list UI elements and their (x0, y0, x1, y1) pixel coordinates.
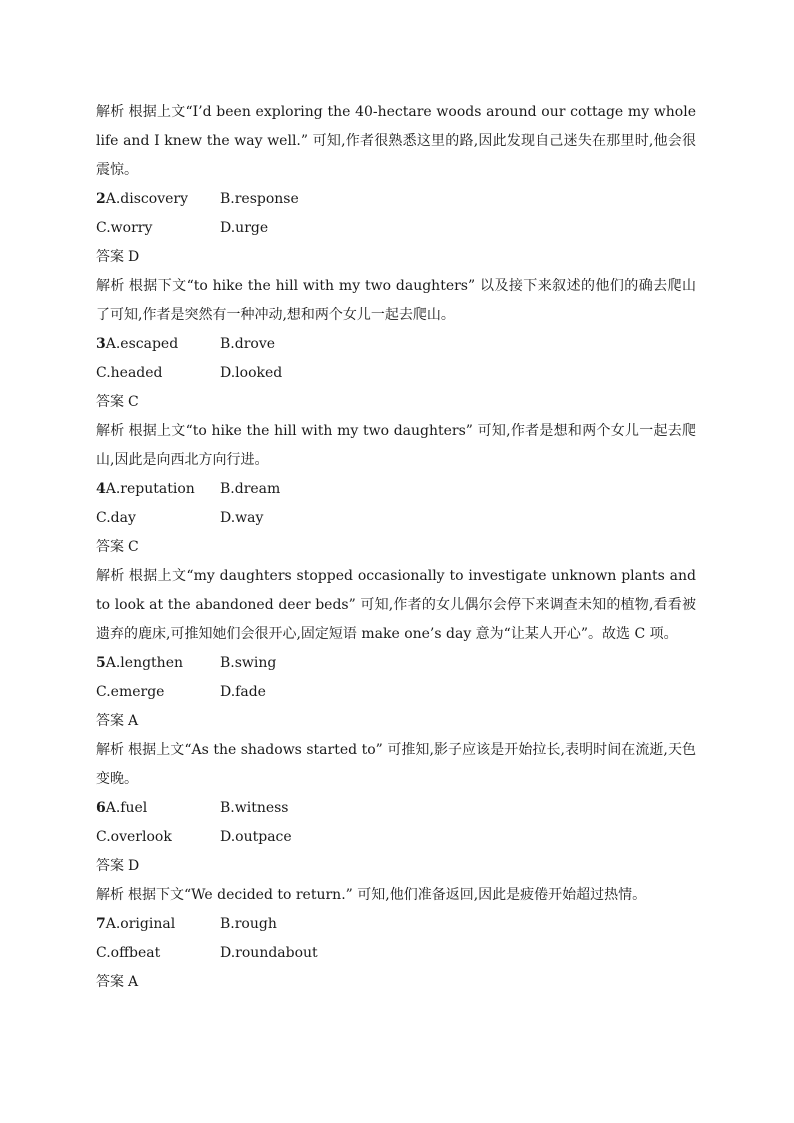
option-b: B.witness (220, 800, 289, 816)
question-options (96, 649, 696, 707)
option-b: B.rough (220, 916, 277, 932)
answer-label: 答案 (96, 394, 124, 410)
explanation-paragraph (96, 881, 696, 910)
option-d: D.fade (220, 684, 266, 700)
answer-line (96, 388, 696, 417)
option-b: B.swing (220, 655, 277, 671)
explanation-paragraph (96, 736, 696, 794)
option-d: D.looked (220, 365, 283, 381)
explanation-text: 根据下文“to hike the hill with my two daughters” 以及接下来叙述的他们的确去爬山了可知,作者是突然有一种冲动,想和两个女儿一起去爬山。 (96, 278, 697, 323)
option-a: A.discovery (105, 191, 188, 207)
question-number: 5 (96, 655, 106, 671)
option-a: A.escaped (105, 336, 179, 352)
option-a: A.fuel (105, 800, 148, 816)
option-c: C.emerge (96, 684, 165, 700)
answer-label: 答案 (96, 974, 124, 990)
document-page (96, 98, 696, 997)
explanation-text: 根据上文“As the shadows started to” 可推知,影子应该是开始拉长,表明时间在流逝,天色变晚。 (96, 742, 696, 787)
answer-line (96, 243, 696, 272)
option-c: C.overlook (96, 829, 172, 845)
answer-value: D (128, 249, 140, 265)
option-d: D.way (220, 510, 264, 526)
question-options (96, 794, 696, 852)
explain-label: 解析 (96, 887, 124, 903)
answer-line (96, 533, 696, 562)
question-number: 7 (96, 916, 106, 932)
option-c: C.day (96, 510, 136, 526)
answer-value: D (128, 858, 140, 874)
answer-line (96, 852, 696, 881)
explain-label: 解析 (96, 742, 125, 758)
explanation-paragraph (96, 417, 696, 475)
explain-label: 解析 (96, 423, 125, 439)
option-c: C.headed (96, 365, 163, 381)
answer-label: 答案 (96, 539, 124, 555)
answer-value: A (128, 713, 139, 729)
option-d: D.outpace (220, 829, 292, 845)
explanation-paragraph (96, 272, 696, 330)
answer-label: 答案 (96, 858, 124, 874)
option-a: A.original (105, 916, 176, 932)
question-options (96, 330, 696, 388)
question-options (96, 475, 696, 533)
answer-line (96, 968, 696, 997)
explanation-paragraph (96, 562, 696, 649)
option-a: A.lengthen (105, 655, 183, 671)
option-a: A.reputation (105, 481, 195, 497)
option-d: D.urge (220, 220, 269, 236)
option-b: B.response (220, 191, 299, 207)
answer-label: 答案 (96, 249, 124, 265)
answer-label: 答案 (96, 713, 124, 729)
option-c: C.offbeat (96, 945, 161, 961)
option-b: B.drove (220, 336, 276, 352)
answer-line (96, 707, 696, 736)
explanation-text: 根据上文“I’d been exploring the 40-hectare woods around our cottage my whole life and I knew the way well.” 可知,作者很熟悉这里的路,因此发现自己迷失在那里时,他会很震惊。 (96, 104, 696, 178)
explain-label: 解析 (96, 104, 125, 120)
question-options (96, 910, 696, 968)
answer-value: A (128, 974, 139, 990)
explain-label: 解析 (96, 568, 125, 584)
answer-value: C (128, 394, 139, 410)
option-d: D.roundabout (220, 945, 318, 961)
answer-value: C (128, 539, 139, 555)
option-b: B.dream (220, 481, 281, 497)
question-options (96, 185, 696, 243)
question-number: 6 (96, 800, 106, 816)
question-number: 3 (96, 336, 106, 352)
explain-label: 解析 (96, 278, 125, 294)
explanation-text: 根据上文“to hike the hill with my two daughters” 可知,作者是想和两个女儿一起去爬山,因此是向西北方向行进。 (96, 423, 697, 468)
explanation-text: 根据上文“my daughters stopped occasionally to investigate unknown plants and to look at the abandoned deer beds” 可知,作者的女儿偶尔会停下来调查未知的植物,看看被遗弃的鹿床,可推知她们会很开心,固定短语 make one’s day 意为“让某人开心”。故选 C 项。 (96, 568, 697, 642)
question-number: 2 (96, 191, 106, 207)
explanation-text: 根据下文“We decided to return.” 可知,他们准备返回,因此是疲倦开始超过热情。 (128, 887, 647, 903)
question-number: 4 (96, 481, 106, 497)
explanation-paragraph (96, 98, 696, 185)
option-c: C.worry (96, 220, 153, 236)
